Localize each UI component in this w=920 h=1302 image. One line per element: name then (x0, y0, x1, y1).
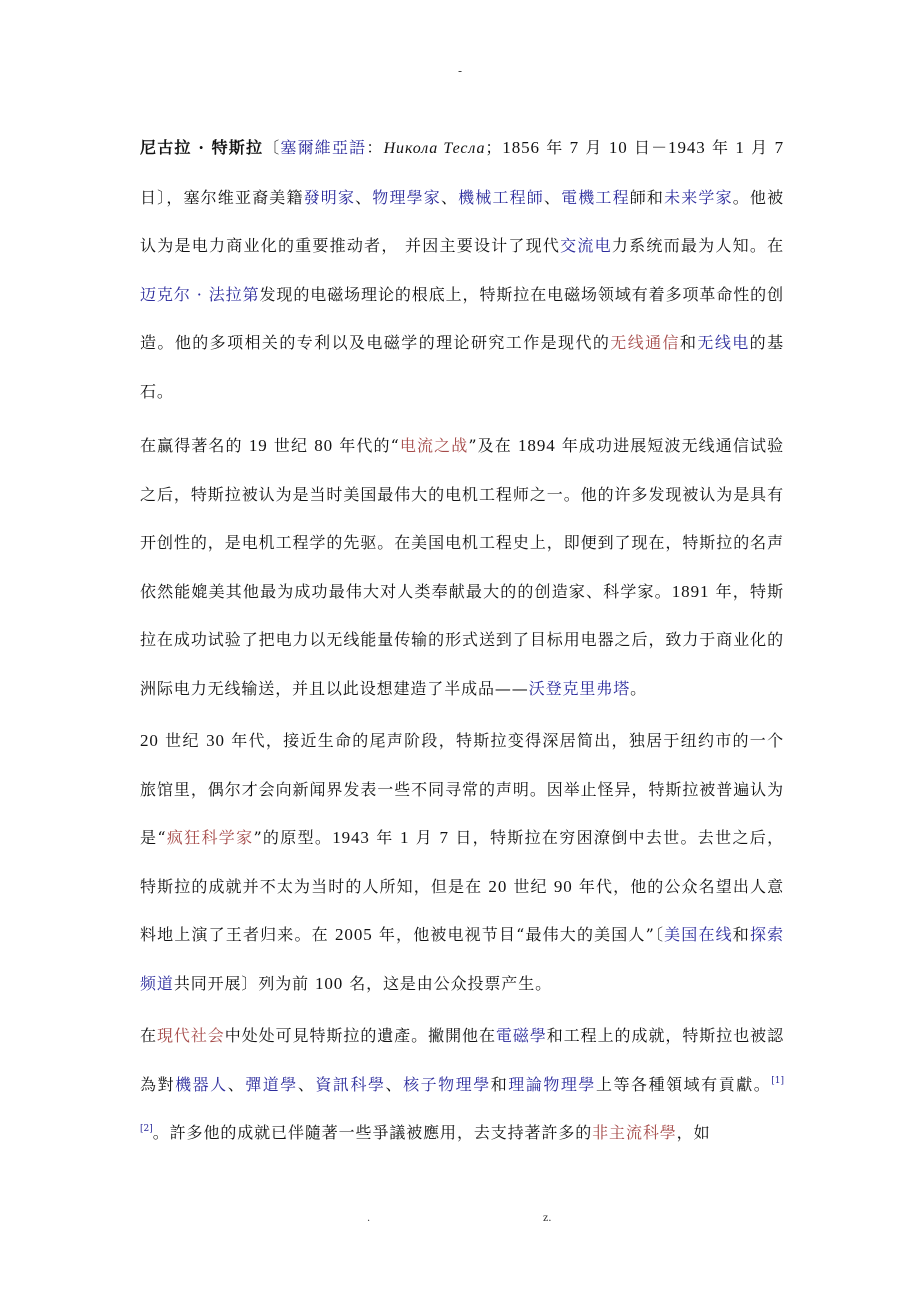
text-run: ； (485, 138, 503, 157)
text-run: 和 (490, 1074, 509, 1094)
text-run: 日〕，塞尔维亚裔美籍 (140, 187, 304, 207)
text-run: 2005 (335, 925, 373, 944)
text-run: 1943 (668, 138, 706, 157)
text-run: 日，特斯拉在穷困潦倒中去世。去世之后，特斯拉的成就并不太为当时的人所知，但是在 (140, 828, 784, 896)
text-run: 、 (297, 1074, 316, 1094)
text-run: 7 (774, 138, 784, 157)
text-run: 在 (140, 1026, 157, 1045)
text-run: 共同开展〕列为前 (173, 973, 315, 993)
text-run: 。許多他的成就已伴隨著一些爭議被應用，去支持著許多的 (152, 1123, 593, 1142)
text-run: 、 (227, 1074, 246, 1094)
text-run: 名，这是由公众投票产生。 (343, 973, 552, 993)
text-run: 1 (399, 828, 410, 847)
paragraph-intro (140, 124, 784, 416)
text-run: 20 (488, 876, 508, 896)
text-run: 90 (553, 876, 573, 896)
paragraph-war-of-currents (140, 422, 784, 713)
article-link[interactable]: 物理學家 (372, 187, 441, 207)
text-run: 、 (440, 187, 459, 207)
text-run: 月 (744, 138, 775, 157)
subject-name: 尼古拉 · 特斯拉 (140, 138, 264, 157)
article-link[interactable]: 交流电 (560, 236, 612, 255)
text-run: 1856 (502, 138, 540, 157)
article-link[interactable]: 塞爾維亞語 (280, 138, 367, 157)
text-run: 月 (409, 828, 440, 847)
text-run: 7 (439, 828, 449, 847)
citation-link[interactable]: [1][2] (140, 1075, 785, 1134)
text-run: 、 (543, 187, 562, 207)
text-run: 、 (355, 187, 373, 207)
text-run: 19 (248, 436, 268, 455)
article-link[interactable]: 機械工程師 (458, 187, 544, 207)
page-header-mark: - (457, 64, 463, 78)
missing-article-link[interactable]: 电流之战 (399, 436, 469, 455)
text-run: 年，特斯拉在成功试验了把电力以无线能量传输的形式送到了目标用电器之后，致力于商业化的洲际电力无线输送，并且以此设想建造了半成品—— (140, 581, 784, 698)
text-run: 上等各種領域有貢獻。 (595, 1074, 772, 1094)
article-link[interactable]: 探索频道 (140, 925, 784, 993)
article-link[interactable]: 彈道學 (245, 1074, 298, 1094)
text-run: 年代的“ (333, 436, 400, 455)
text-run: 80 (314, 436, 334, 455)
article-link[interactable]: 電機工程 (561, 187, 630, 207)
text-run: 世纪 (158, 731, 207, 750)
text-run: 1891 (671, 581, 710, 601)
article-link[interactable]: 理論物理學 (508, 1074, 596, 1094)
text-run: 年成功进展短波无线通信试验之后，特斯拉被认为是当时美国最伟大的电机工程师之一。他的许多发现被认为是具有开创性的，是电机工程学的先驱。在美国电机工程史上，即便到了现在，特斯拉的名声依然能媲美其他最为成功最伟大对人类奉献最大的的创造家、科学家。 (140, 436, 784, 601)
text-run: ，如 (676, 1123, 711, 1142)
article-link[interactable]: 發明家 (303, 187, 356, 207)
text-run: 年 (369, 828, 400, 847)
text-run: 和 (732, 925, 750, 944)
article-link[interactable]: 未来学家 (664, 187, 733, 207)
missing-article-link[interactable]: 疯狂科学家 (166, 828, 254, 847)
article-link[interactable]: 機器人 (175, 1074, 228, 1094)
text-run: 月 (579, 138, 609, 157)
text-run: 7 (569, 138, 580, 157)
text-run: 年 (539, 138, 570, 157)
text-run: 年代，他的公众名望出人意料地上演了王者归来。在 (140, 876, 784, 944)
text-run: Никола Тесла (383, 140, 486, 157)
paragraph-legacy (140, 1012, 784, 1158)
page-footer-right: z. (543, 1210, 552, 1224)
text-run: 30 (206, 731, 225, 750)
text-run: 、 (385, 1074, 404, 1094)
text-run: 1894 (518, 436, 556, 455)
text-run: 世纪 (507, 876, 554, 896)
text-run: 10 (608, 138, 628, 157)
paragraph-later-life (140, 717, 784, 1008)
missing-article-link[interactable]: 現代社会 (156, 1026, 225, 1045)
text-run: 年代，接近生命的尾声阶段，特斯拉变得深居简出，独居于纽约市的一个旅馆里，偶尔才会向新闻界发表一些不同寻常的声明。因举止怪异，特斯拉被普遍认为是“ (140, 731, 784, 847)
text-run: 发现的电磁场理论的根底上，特斯拉在电磁场领域有着多项革命性的创造。他的多项相关的专利以及电磁学的理论研究工作是现代的 (140, 284, 784, 352)
article-link[interactable]: 電磁學 (495, 1026, 547, 1045)
article-link[interactable]: 迈克尔 · 法拉第 (140, 284, 260, 304)
text-run: 20 (140, 731, 159, 750)
article-link[interactable]: 无线电 (697, 333, 750, 352)
text-run: 年，他被电视节目“最伟大的美国人”〔 (372, 925, 665, 944)
text-run: 年 (705, 138, 736, 157)
article-link[interactable]: 美国在线 (664, 925, 733, 944)
text-run: 〔 (263, 138, 281, 157)
missing-article-link[interactable]: 无线通信 (610, 333, 680, 352)
text-run: 1 (735, 138, 745, 157)
text-run: 的基石。 (140, 333, 784, 401)
article-link[interactable]: 沃登克里弗塔 (528, 678, 631, 698)
text-run: 1943 (332, 828, 370, 847)
text-run: 。 (630, 678, 648, 698)
text-run: 和工程上的成就，特斯拉也被認為對 (140, 1026, 784, 1094)
article-link[interactable]: 資訊科學 (315, 1074, 386, 1094)
page-footer-left: . (367, 1213, 371, 1224)
text-run: 和 (679, 333, 698, 352)
text-run: 中处处可見特斯拉的遺產。撇開他在 (224, 1026, 496, 1045)
missing-article-link[interactable]: 非主流科學 (592, 1123, 677, 1142)
text-run: 師和 (629, 187, 665, 207)
text-run: ： (366, 138, 384, 157)
text-run: 日－ (627, 138, 669, 157)
article-link[interactable]: 核子物理學 (403, 1074, 491, 1094)
article-body (140, 124, 784, 1158)
text-run: 世纪 (267, 436, 315, 455)
text-run: 。他被认为是电力商业化的重要推动者， 并因主要设计了现代 (140, 187, 784, 255)
text-run: ”的原型。 (253, 828, 333, 847)
text-run: ”及在 (468, 436, 519, 455)
text-run: 在赢得著名的 (140, 436, 249, 455)
text-run: 100 (315, 973, 344, 993)
text-run: 力系统而最为人知。在 (611, 236, 784, 255)
